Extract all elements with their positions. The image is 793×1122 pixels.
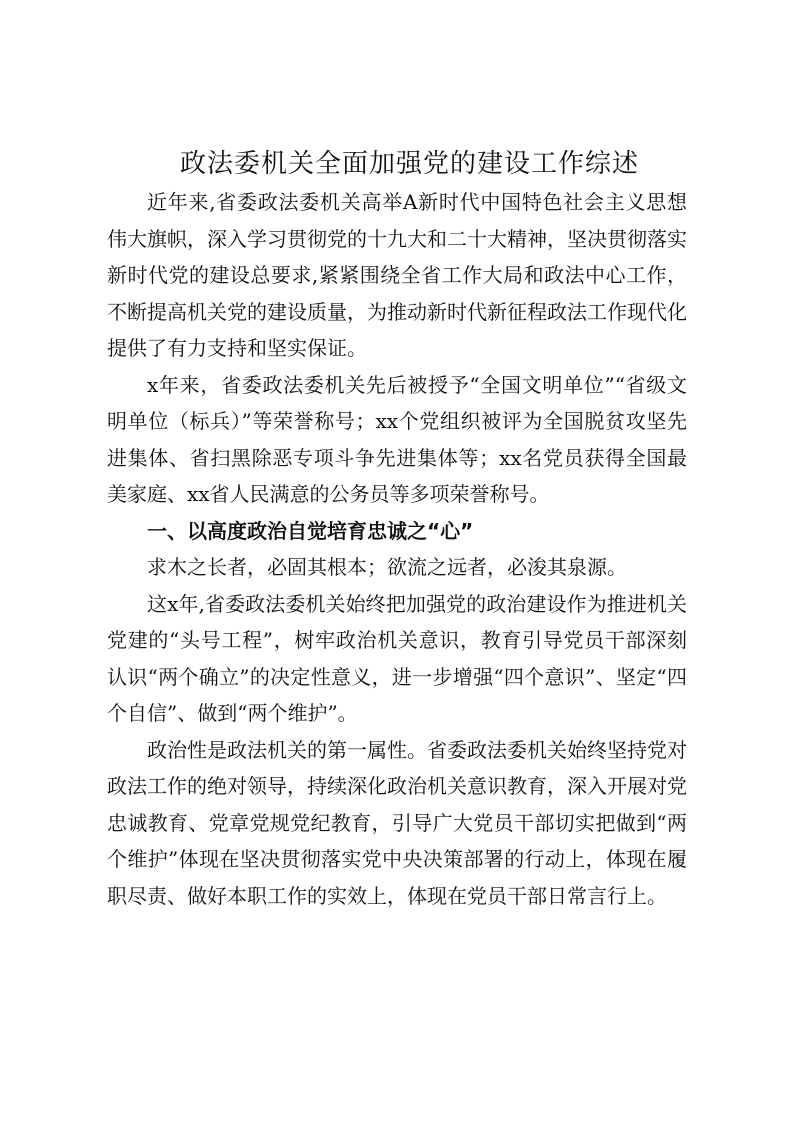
political-building-paragraph: 这x年,省委政法委机关始终把加强党的政治建设作为推进机关党建的“头号工程”，树牢政治机关意识，教育引导党员干部深刻认识“两个确立”的决定性意义，进一步增强“四个意识”、坚定“四个自信”、做到“两个维护”。 [107, 591, 687, 725]
document-body [107, 184, 687, 914]
intro-paragraph: 近年来,省委政法委机关高举A新时代中国特色社会主义思想伟大旗帜，深入学习贯彻党的十九大和二十大精神，坚决贯彻落实新时代党的建设总要求,紧紧围绕全省工作大局和政法中心工作，不断提高机关党的建设质量，为推动新时代新征程政法工作现代化提供了有力支持和坚实保证。 [107, 190, 687, 360]
document-title: 政法委机关全面加强党的建设工作综述 [180, 149, 640, 179]
honors-paragraph: x年来，省委政法委机关先后被授予“全国文明单位”“省级文明单位（标兵）”等荣誉称号；xx个党组织被评为全国脱贫攻坚先进集体、省扫黑除恶专项斗争先进集体等；xx名党员获得全国最美家庭、xx省人民满意的公务员等多项荣誉称号。 [107, 372, 687, 506]
quote-paragraph: 求木之长者，必固其根本；欲流之远者，必浚其泉源。 [147, 555, 627, 579]
section-heading-1: 一、以高度政治自觉培育忠诚之“心” [147, 518, 474, 543]
political-nature-paragraph: 政治性是政法机关的第一属性。省委政法委机关始终坚持党对政法工作的绝对领导，持续深化政治机关意识教育，深入开展对党忠诚教育、党章党规党纪教育，引导广大党员干部切实把做到“两个维护”体现在坚决贯彻落实党中央决策部署的行动上，体现在履职尽责、做好本职工作的实效上，体现在党员干部日常言行上。 [107, 737, 687, 908]
